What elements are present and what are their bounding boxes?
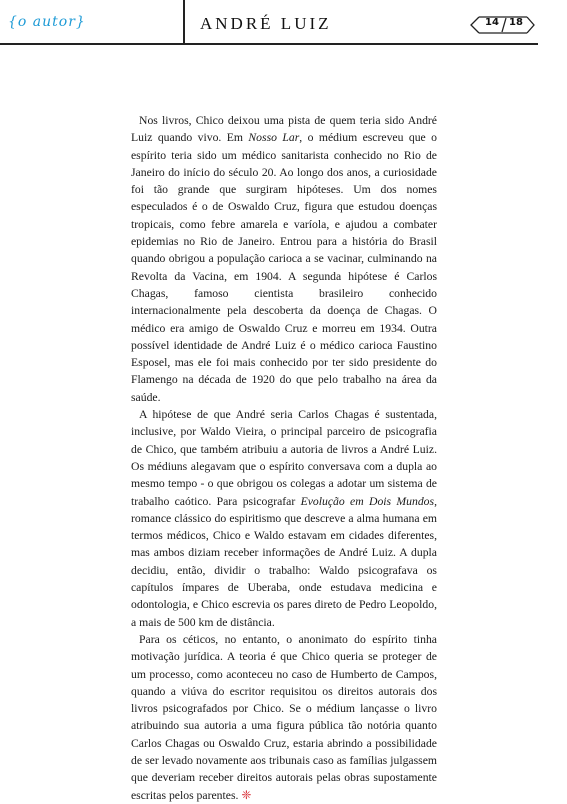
- paragraph-2: A hipótese de que André seria Carlos Chagas é sustentada, inclusive, por Waldo Vieira, o principal parceiro de psicografia de Chico, que também atribuiu a autoria de livros a André Luiz. Os médiuns alegavam que o espírito conversava com a dupla ao mesmo tempo - o que obrigou os colegas a adotar um sistema de trabalho caótico. Para psicografar Evolução em Dois Mundos, romance clássico do espiritismo que descreve a alma humana em termos médicos, Chico e Waldo estavam em cidades diferentes, mas ambos diziam receber informações de André Luiz. A dupla decidiu, então, dividir o trabalho: Waldo psicografava os capítulos ímpares de Uberaba, onde estudava medicina e odontologia, e Chico escrevia os pares direto de Pedro Leopoldo, a mais de 500 km de distância.: [131, 408, 437, 629]
- end-mark-icon: ❈: [241, 787, 252, 802]
- page-indicator[interactable]: [469, 16, 535, 34]
- header-divider: [183, 0, 185, 44]
- paragraph-1: Nos livros, Chico deixou uma pista de quem teria sido André Luiz quando vivo. Em Nosso Lar, o médium escreveu que o espírito teria sido um médico sanitarista conhecido no Rio de Janeiro do início do século 20. Ao longo dos anos, a curiosidade foi tão grande que surgiram hipóteses. Um dos nomes especulados é o de Oswaldo Cruz, figura que estudou doenças tropicais, como febre amarela e varíola, e ajudou a combater epidemias no Rio de Janeiro. Entrou para a história do Brasil quando obrigou a população carioca a se vacinar, culminando na Revolta da Vacina, em 1904. A segunda hipótese é Carlos Chagas, famoso cientista brasileiro conhecido internacionalmente pela descoberta da doença de Chagas. O médico era amigo de Oswaldo Cruz e morreu em 1934. Outra possível identidade de André Luiz é o médico carioca Faustino Esposel, mas ele foi mais conhecido por ter sido presidente do Flamengo na década de 1920 do que pelo trabalho na área da saúde.: [131, 114, 437, 404]
- page-total: 18: [509, 17, 523, 28]
- page-header: [0, 0, 567, 46]
- page-current: 14: [485, 17, 499, 28]
- paragraph-3: [131, 631, 437, 804]
- author-name: ANDRÉ LUIZ: [200, 14, 332, 33]
- article-body: [131, 112, 437, 804]
- section-label: {o autor}: [8, 14, 86, 30]
- paragraph-3-text: Para os céticos, no entanto, o anonimato do espírito tinha motivação jurídica. A teoria é que Chico queria se proteger de um processo, como aconteceu no caso de Humberto de Campos, quando a viúva do escritor requisitou os direitos autorais dos livros psicografados por Chico. Se o médium lançasse o livro atribuindo sua autoria a uma figura pública tão notória quanto Carlos Chagas ou Oswaldo Cruz, estaria abrindo a possibilidade de ser levado novamente aos tribunais caso as famílias julgassem que deveriam receber direitos autorais pelas obras supostamente escritas pelos parentes.: [131, 632, 437, 802]
- header-rule: [0, 43, 538, 45]
